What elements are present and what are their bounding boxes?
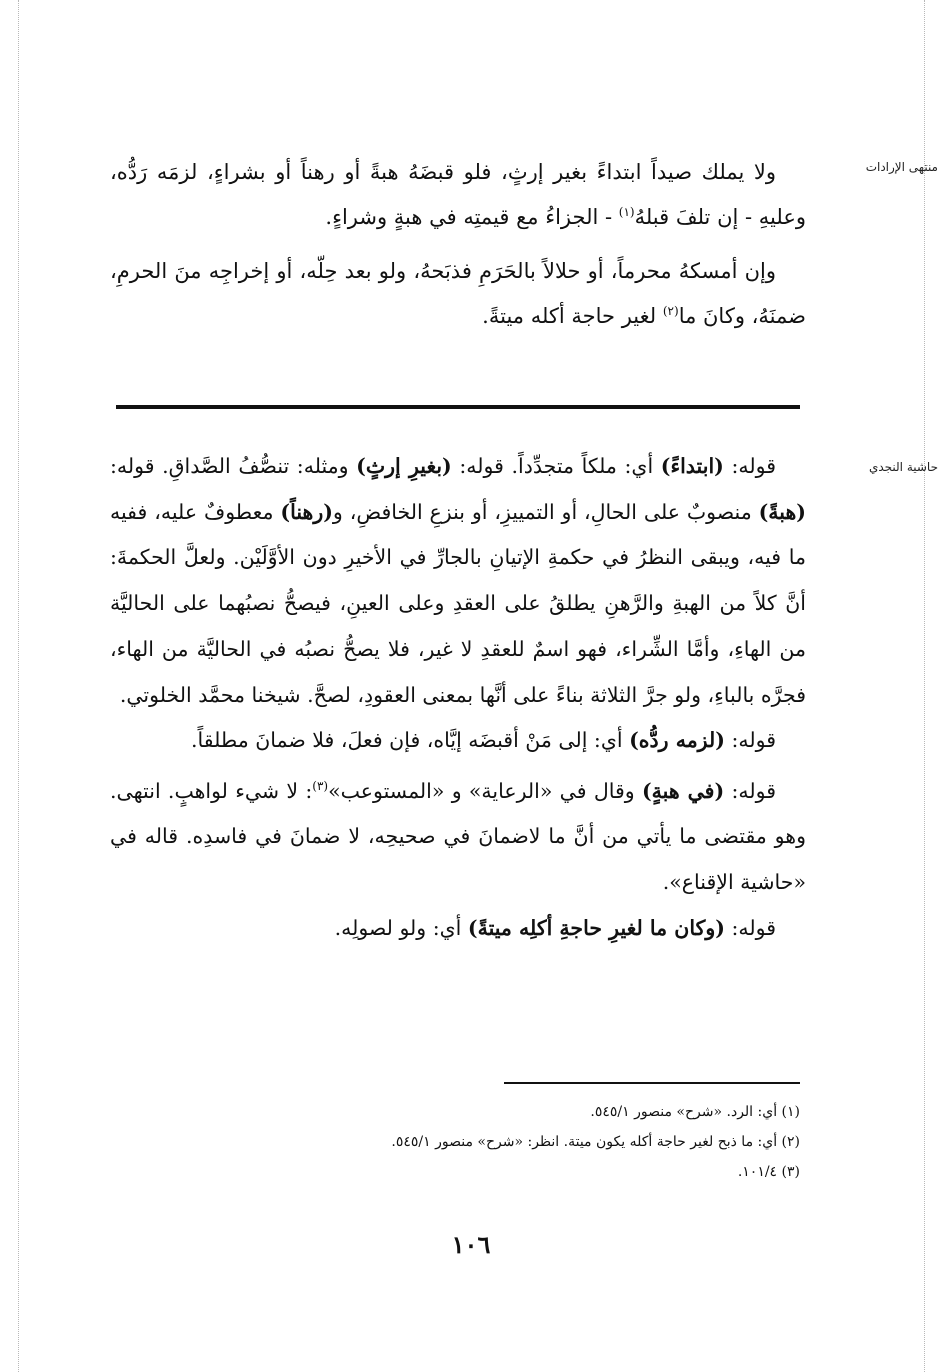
footnote-ref: (٣) [312,778,329,793]
commentary-quote: (رهناً) [280,499,333,524]
footnotes [391,1097,800,1187]
commentary-quote: (في هبةٍ) [641,778,725,803]
commentary-quote: (هبةً) [758,499,806,524]
commentary-segment: ومثله: تنصُّفُ الصَّداقِ. قوله: [110,454,357,478]
main-text-segment: ولا يملك صيداً ابتداءً بغير إرثٍ، فلو قبضَهُ هبةً أو رهناً أو بشراءٍ، لزمَه رَدُّه، وعليهِ - إن تلفَ قبلهُ [110,160,806,229]
commentary-paragraph [110,444,806,718]
footnote-ref: (٢) [662,304,679,318]
commentary-text [110,444,806,952]
commentary-paragraph [110,764,806,906]
main-paragraph [110,152,806,237]
commentary-paragraph [110,718,806,764]
section-divider [116,405,800,409]
footnote-2: (٢) أي: ما ذبح لغير حاجة أكله يكون ميتة. انظر: «شرح» منصور ٥٤٥/١. [391,1134,800,1150]
commentary-paragraph [110,906,806,952]
commentary-quote: (بغيرِ إرثٍ) [356,454,452,478]
commentary-segment: وقال في «الرعاية» و «المستوعب» [328,778,642,803]
footnote-ref: (١) [618,205,635,219]
page-number: ١٠٦ [451,1230,491,1259]
commentary-segment: قوله: [724,778,776,803]
footnote-3: (٣) ١٠١/٤. [737,1164,800,1180]
margin-label-hashiya: حاشية النجدي [868,460,938,474]
commentary-segment: قوله: [724,728,776,753]
commentary-segment: أي: ملكاً متجدِّداً. قوله: [451,454,661,478]
commentary-segment: أي: ولو لصولِه. [334,915,468,940]
main-text-segment: - الجزاءُ مع قيمتِه في هبةٍ وشراءٍ. [325,205,619,229]
commentary-segment: أي: إلى مَنْ أقبضَه إيَّاه، فإن فعلَ، فلا ضمانَ مطلقاً. [190,728,630,753]
commentary-segment: معطوفٌ عليه، ففيه ما فيه، ويبقى النظرُ في حكمةِ الإتيانِ بالجارِّ في الأخيرِ دون الأوَّلَيْن. ولعلَّ الحكمةَ: أنَّ كلاً من الهبةِ والرَّهنِ يطلقُ على العقدِ وعلى العينِ، فيصحُّ نصبُهما على الحاليَّة من الهاءِ، وأمَّا الشِّراء، فهو اسمٌ للعقدِ لا غير، فلا يصحُّ نصبُه في الحاليَّة من الهاء، فجرَّه بالباءِ، ولو جرَّ الثلاثة بناءً على أنَّها بمعنى العقودِ، لصحَّ. شيخنا محمَّد الخلوتي. [110,499,806,707]
footnote-1: (١) أي: الرد. «شرح» منصور ٥٤٥/١. [590,1104,800,1120]
margin-label-matn: منتهى الإرادات [865,160,938,174]
commentary-quote: (وكان ما لغيرِ حاجةِ أكلِه ميتةً) [467,915,725,940]
scan-dot-line-right [924,0,925,1372]
commentary-quote: (لزمه ردُّه) [629,728,725,753]
main-text [110,152,806,336]
commentary-quote: (ابتداءً) [660,454,724,478]
commentary-segment: قوله: [724,915,776,940]
scan-dot-line-left [18,0,19,1372]
main-text-segment: وإن أمسكهُ محرماً، أو حلالاً بالحَرَمِ فذبَحهُ، ولو بعد حِلّه، أو إخراجِه منَ الحرمِ، ضمنَهُ، وكانَ ما [110,259,806,328]
main-paragraph [110,251,806,336]
commentary-segment: : لا شيء لواهبٍ. انتهى. وهو مقتضى ما يأتي من أنَّ ما لاضمانَ في صحيحِه، لا ضمانَ في فاسدِه. قاله في «حاشية الإقناع». [110,778,806,895]
main-text-segment: لغير حاجة أكله ميتةً. [482,304,663,328]
commentary-segment: منصوبٌ على الحالِ، أو التمييزِ، أو بنزعِ الخافضِ، و [332,499,759,524]
footnote-rule [504,1082,800,1084]
commentary-segment: قوله: [723,454,776,478]
